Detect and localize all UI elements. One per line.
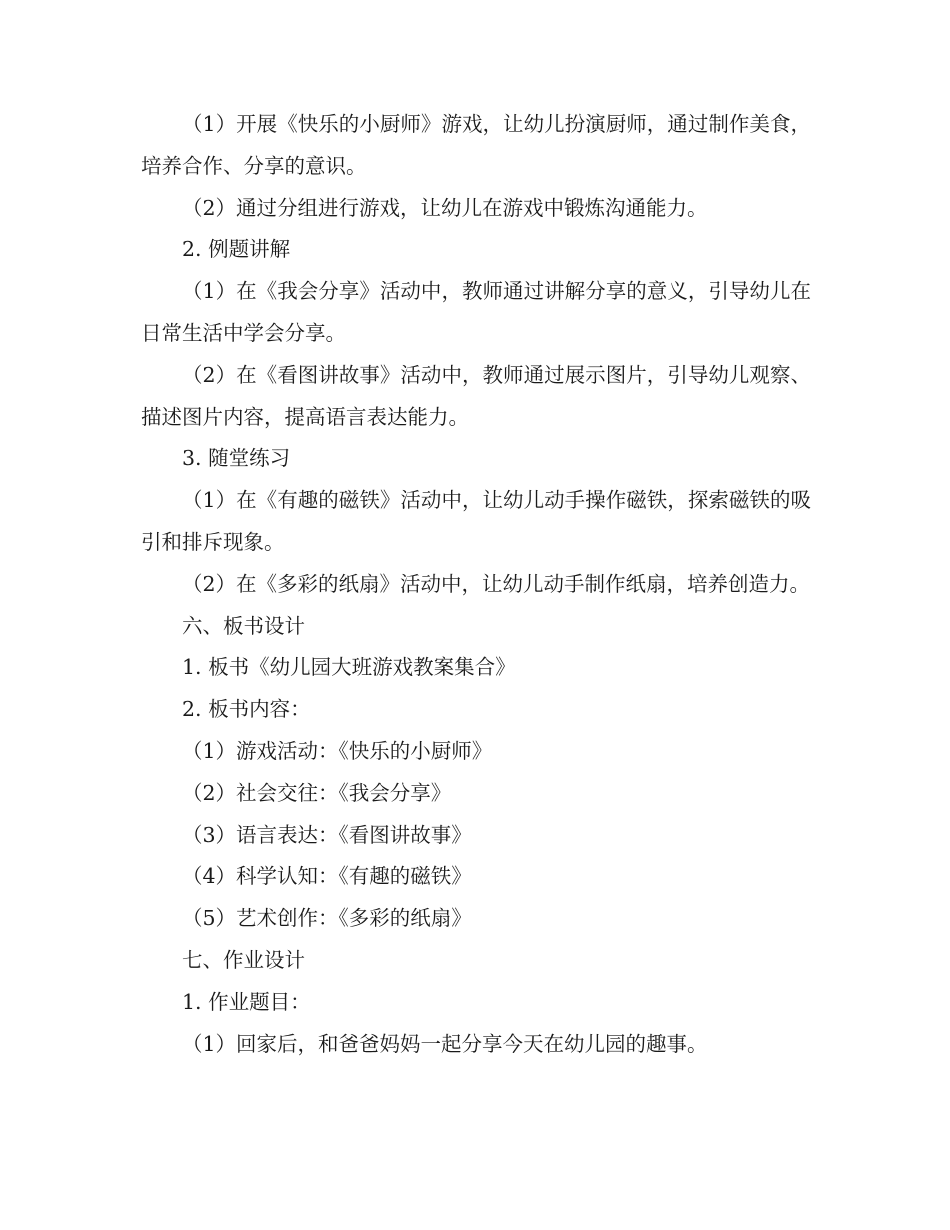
heading-classroom-practice: 3. 随堂练习 — [182, 446, 291, 471]
list-item-science: （4）科学认知：《有趣的磁铁》 — [182, 864, 472, 889]
paragraph-group-game: （2）通过分组进行游戏，让幼儿在游戏中锻炼沟通能力。 — [182, 195, 708, 220]
heading-example-explanation: 2. 例题讲解 — [182, 237, 291, 262]
heading-blackboard-design: 六、板书设计 — [182, 613, 305, 638]
paragraph-sharing-activity: （1）在《我会分享》活动中，教师通过讲解分享的意义，引导幼儿在日常生活中学会分享。 — [141, 279, 811, 345]
paragraph-game-chef: （1）开展《快乐的小厨师》游戏，让幼儿扮演厨师，通过制作美食，培养合作、分享的意识。 — [141, 112, 811, 178]
paragraph-homework-item-1: （1）回家后，和爸爸妈妈一起分享今天在幼儿园的趣事。 — [182, 1031, 708, 1056]
paragraph-homework-title: 1. 作业题目： — [182, 989, 311, 1014]
document-body — [141, 104, 811, 1065]
heading-homework-design: 七、作业设计 — [182, 947, 305, 972]
list-item-language: （3）语言表达：《看图讲故事》 — [182, 822, 472, 847]
paragraph-blackboard-title: 1. 板书《幼儿园大班游戏教案集合》 — [182, 655, 516, 680]
paragraph-magnet-activity: （1）在《有趣的磁铁》活动中，让幼儿动手操作磁铁，探索磁铁的吸引和排斥现象。 — [141, 488, 811, 554]
list-item-art: （5）艺术创作：《多彩的纸扇》 — [182, 906, 472, 931]
paragraph-blackboard-content: 2. 板书内容： — [182, 697, 311, 722]
paragraph-paper-fan: （2）在《多彩的纸扇》活动中，让幼儿动手制作纸扇，培养创造力。 — [182, 571, 811, 596]
list-item-game-activity: （1）游戏活动：《快乐的小厨师》 — [182, 738, 493, 763]
paragraph-picture-story: （2）在《看图讲故事》活动中，教师通过展示图片，引导幼儿观察、描述图片内容，提高语言表达能力。 — [141, 362, 811, 429]
list-item-social: （2）社会交往：《我会分享》 — [182, 780, 452, 805]
